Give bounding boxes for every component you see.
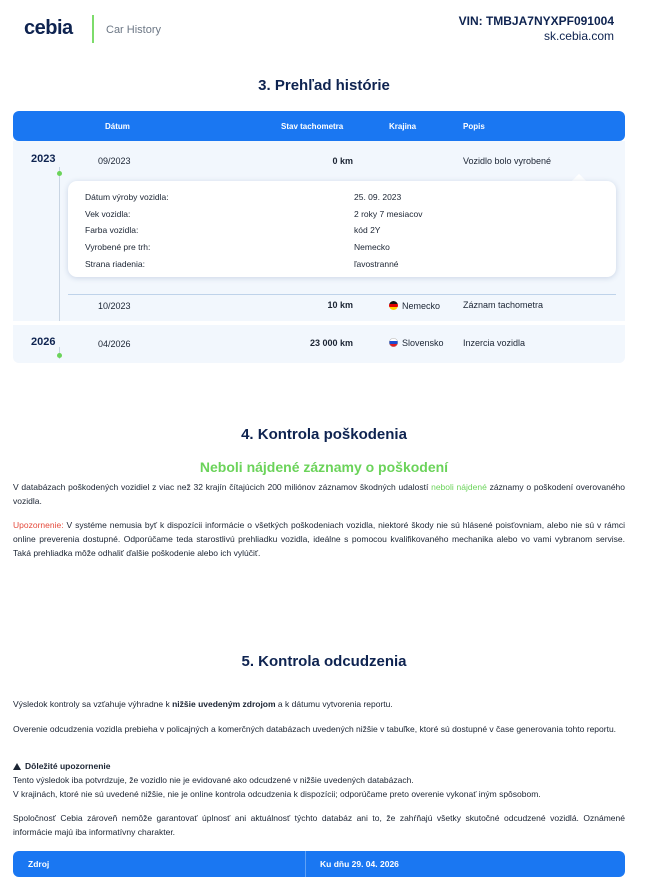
detail-label: Vyrobené pre trh: bbox=[85, 242, 151, 252]
detail-label: Dátum výroby vozidla: bbox=[85, 192, 169, 202]
row-date: 10/2023 bbox=[98, 301, 131, 311]
col-country: Krajina bbox=[389, 122, 417, 131]
row-odometer: 10 km bbox=[327, 300, 353, 310]
detail-value: ľavostranné bbox=[354, 259, 399, 269]
row-odometer: 23 000 km bbox=[309, 338, 353, 348]
history-table-header bbox=[13, 111, 625, 141]
germany-flag-icon bbox=[389, 301, 398, 310]
row-description: Záznam tachometra bbox=[463, 300, 544, 310]
row-description: Vozidlo bolo vyrobené bbox=[463, 156, 552, 166]
logo-divider bbox=[92, 15, 94, 43]
damage-headline: Neboli nájdené záznamy o poškodení bbox=[199, 459, 449, 475]
damage-title: 4. Kontrola poškodenia bbox=[241, 426, 407, 443]
theft-paragraph-1: Výsledok kontroly sa vzťahuje výhradne k nižšie uvedeným zdrojom a k dátumu vytvorenia reportu. bbox=[13, 699, 393, 709]
row-date: 04/2026 bbox=[98, 339, 131, 349]
year-label: 2026 bbox=[31, 336, 56, 348]
important-notice-title: Dôležité upozornenie bbox=[13, 761, 110, 771]
col-description: Popis bbox=[463, 122, 485, 131]
theft-paragraph-3: Spoločnosť Cebia zároveň nemôže garantovať úplnosť ani aktuálnosť týchto databáz ani to, že zahŕňajú všetky skutočné odcudzené vozidlá. Oznámené informácie majú iba informatívny charakter. bbox=[13, 813, 625, 837]
detail-value: Nemecko bbox=[354, 242, 390, 252]
damage-paragraph: V databázach poškodených vozidiel z viac než 32 krajín čítajúcich 200 miliónov záznamov škodných udalostí neboli nájdené záznamy o poškodení overovaného vozidla. bbox=[13, 482, 625, 506]
history-title: 3. Prehľad histórie bbox=[258, 77, 390, 94]
column-divider bbox=[305, 851, 306, 877]
history-group-2026 bbox=[13, 325, 625, 363]
row-divider bbox=[68, 294, 616, 295]
col-odometer: Stav tachometra bbox=[281, 122, 344, 131]
theft-paragraph-2: Overenie odcudzenia vozidla prebieha v policajných a komerčných databázach uvedených nižšie v tabuľke, ktoré sú dostupné v čase generovania tohto reportu. bbox=[13, 724, 617, 734]
vehicle-detail-card bbox=[68, 181, 616, 277]
theft-table-header bbox=[13, 851, 625, 877]
important-notice-line-1: Tento výsledok iba potvrdzuje, že vozidlo nie je evidované ako odcudzené v nižšie uvedených databázach. bbox=[13, 775, 414, 785]
col-date: Dátum bbox=[105, 122, 130, 131]
timeline-line bbox=[59, 167, 60, 321]
damage-warning: Upozornenie: V systéme nemusia byť k dispozícii informácie o všetkých poškodeniach vozidla, niektoré škody nie sú hlásené poisťovniam, alebo nie sú v rámci online preverenia dostupné. Odporúčame teda starostlivú prehliadku vozidla, ideálne s pomocou kvalifikovaného mechanika alebo vo vami vybranom servise. Taká prehliadka môže odhaliť ďalšie poškodenie alebo ich vylúčiť. bbox=[13, 520, 625, 558]
row-description: Inzercia vozidla bbox=[463, 338, 526, 348]
timeline-dot bbox=[57, 171, 62, 176]
row-date: 09/2023 bbox=[98, 156, 131, 166]
detail-label: Strana riadenia: bbox=[85, 259, 146, 269]
detail-value: 25. 09. 2023 bbox=[354, 192, 402, 202]
theft-title: 5. Kontrola odcudzenia bbox=[241, 653, 407, 670]
col-source: Zdroj bbox=[28, 859, 50, 869]
detail-label: Vek vozidla: bbox=[85, 209, 131, 219]
detail-value: kód 2Y bbox=[354, 225, 381, 235]
important-notice-line-2: V krajinách, ktoré nie sú uvedené nižšie, nie je online kontrola odcudzenia k dispozícii; odporúčame preto overenie vykonať iným spôsobom. bbox=[13, 789, 541, 799]
row-country: Nemecko bbox=[389, 301, 440, 311]
site-url: sk.cebia.com bbox=[543, 29, 614, 43]
warning-label: Upozornenie: bbox=[13, 520, 64, 530]
warning-triangle-icon bbox=[13, 763, 21, 770]
vin-number: VIN: TMBJA7NYXPF091004 bbox=[458, 14, 614, 28]
slovakia-flag-icon bbox=[389, 338, 398, 347]
year-label: 2023 bbox=[31, 153, 56, 165]
not-found-highlight: neboli nájdené bbox=[431, 482, 487, 492]
timeline-dot bbox=[57, 353, 62, 358]
cebia-logo: cebia bbox=[24, 17, 73, 39]
row-country: Slovensko bbox=[389, 338, 444, 348]
col-check-date: Ku dňu 29. 04. 2026 bbox=[320, 859, 399, 869]
logo-subtitle: Car History bbox=[106, 24, 162, 36]
row-odometer: 0 km bbox=[332, 156, 353, 166]
detail-value: 2 roky 7 mesiacov bbox=[354, 209, 423, 219]
detail-label: Farba vozidla: bbox=[85, 225, 139, 235]
